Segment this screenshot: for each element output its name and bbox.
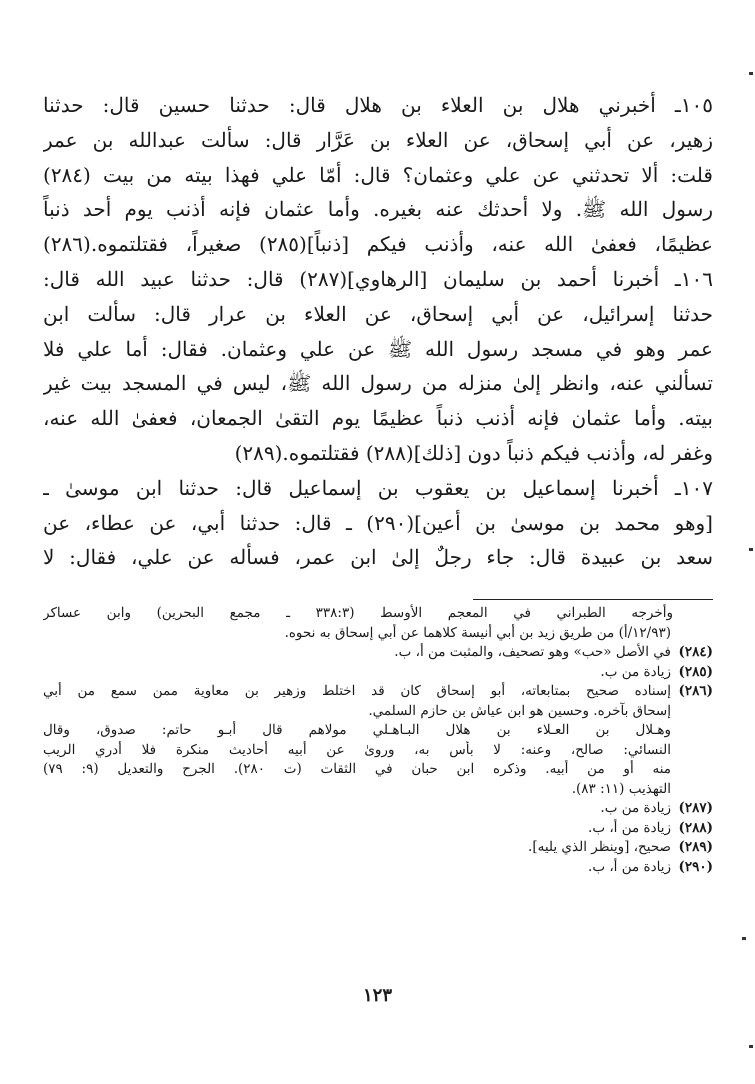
text-line: حدثنا إسرائيل، عن أبي إسحاق، عن العلاء بن عرار قال: سألت ابن: [43, 301, 713, 326]
text-line: عمر وهو في مسجد رسول الله ﷺ عن علي وعثمان. فقال: أما علي فلا: [43, 336, 713, 361]
footnote-text: منه أو من أبيه. وذكره ابن حبان في الثقات (ت ٢٨٠). الجرح والتعديل (٩: ٧٩): [43, 761, 671, 777]
footnote-text: النسائي: صالح، وعنه: لا بأس به، وروىٰ عن أبيه أحاديث منكرة فلا أدري الريب: [43, 741, 671, 758]
footnote-text: زيادة من ب.: [600, 800, 671, 816]
footnote-288: [43, 819, 713, 839]
page-number: ١٢٣: [362, 985, 392, 1006]
footnote-number: (٢٨٧): [678, 800, 713, 816]
scan-mark: [749, 1045, 753, 1048]
footnote-number: (٢٨٨): [678, 819, 713, 836]
footnote-number: (٢٨٩): [678, 839, 713, 855]
text-line: زهير، عن أبي إسحاق، عن العلاء بن عَرَّار قال: سألت عبدالله بن عمر: [43, 127, 713, 152]
text-line: وغفر له، وأذنب فيكم ذنباً دون [ذلك](٢٨٨) فقتلتموه.(٢٨٩): [234, 440, 713, 465]
text-line: رسول الله ﷺ. ولا أحدثك عنه بغيره. وأما عثمان فإنه أذنب يوم أحد ذنباً: [43, 197, 713, 222]
footnote-continuation: وأخرجه الطبراني في المعجم الأوسط (٣٣٨:٣ ـ مجمع البحرين) وابن عساكر: [43, 605, 673, 621]
footnotes: [43, 604, 713, 877]
footnote-text: إسناده صحيح بمتابعاته، أبو إسحاق كان قد اختلط وزهير بن معاوية ممن سمع من أبي: [43, 683, 671, 699]
scan-mark: [749, 72, 753, 75]
footnote-text: وهـلال بن العـلاء بن هلال البـاهـلي مولاهم قال أبـو حاتم: صدوق، وقال: [43, 722, 671, 738]
footnote-divider: [473, 599, 713, 600]
scan-mark: [742, 937, 746, 940]
scan-mark: [749, 548, 753, 551]
text-line: تسألني عنه، وانظر إلىٰ منزله من رسول الله ﷺ، ليس في المسجد بيت غير: [43, 371, 713, 396]
footnote-continuation: (١٢/٩٣/أ) من طريق زيد بن أبي أنيسة كلاهما عن أبي إسحاق به نحوه.: [284, 624, 671, 641]
text-line: ١٠٥ـ أخبرني هلال بن العلاء بن هلال قال: حدثنا حسين قال: حدثنا: [43, 93, 713, 117]
footnote-text: زيادة من ب.: [600, 663, 671, 680]
footnote-289: [43, 838, 713, 858]
footnote-text: زيادة من أ، ب.: [588, 819, 671, 836]
footnote-text: في الأصل «حب» وهو تصحيف، والمثبت من أ، ب.: [394, 644, 671, 660]
text-line: عظيمًا، فعفىٰ الله عنه، وأذنب فيكم [ذنباً](٢٨٥) صغيراً، فقتلتموه.(٢٨٦): [43, 232, 713, 257]
text-line: ١٠٧ـ أخبرنا إسماعيل بن يعقوب بن إسماعيل قال: حدثنا ابن موسىٰ ـ: [43, 475, 713, 500]
footnote-number: (٢٩٠): [678, 858, 713, 875]
text-line: [وهو محمد بن موسىٰ بن أعين](٢٩٠) ـ قال: حدثنا أبي، عن عطاء، عن: [43, 510, 713, 535]
footnote-number: (٢٨٥): [678, 663, 713, 680]
footnote-text: التهذيب (١١: ٨٣).: [571, 780, 671, 797]
main-text: [43, 88, 713, 575]
text-line: ١٠٦ـ أخبرنا أحمد بن سليمان [الرهاوي](٢٨٧) قال: حدثنا عبيد الله قال:: [43, 266, 713, 291]
footnote-290: [43, 858, 713, 878]
text-line: قلت: ألا تحدثني عن علي وعثمان؟ قال: أمّا علي فهذا بيته من بيت (٢٨٤): [43, 162, 713, 187]
text-line: سعد بن عبيدة قال: جاء رجلٌ إلىٰ ابن عمر، فسأله عن علي، فقال: لا: [43, 545, 713, 570]
footnote-286: [43, 682, 713, 702]
footnote-text: إسحاق بآخره. وحسين هو ابن عياش بن حازم السلمي.: [368, 702, 671, 719]
footnote-number: (٢٨٦): [678, 683, 713, 699]
footnote-text: صحيح، [وينظر الذي يليه].: [528, 839, 671, 855]
text-line: بيته. وأما عثمان فإنه أذنب ذنباً عظيمًا يوم التقىٰ الجمعان، فعفىٰ الله عنه،: [43, 406, 713, 431]
footnote-text: زيادة من أ، ب.: [588, 858, 671, 875]
footnote-284: [43, 643, 713, 663]
footnote-number: (٢٨٤): [678, 644, 713, 660]
footnote-285: [43, 663, 713, 683]
footnote-287: [43, 799, 713, 819]
